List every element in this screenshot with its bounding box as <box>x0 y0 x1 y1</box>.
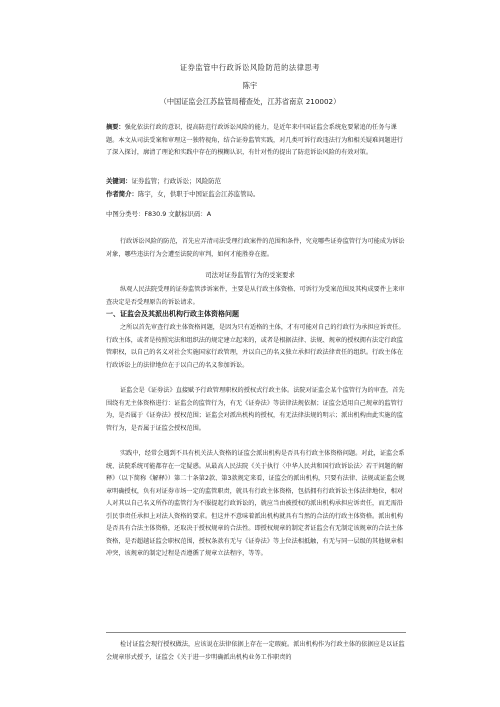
paragraph-5: 检讨证监会现行授权做法，应该说在法律依据上存在一定瑕疵。派出机构作为行政主体的依据应是以证监会规章形式授予，证监会《关于进一步明确派出机构业务工作职责的 <box>106 641 405 661</box>
section-heading-1: 一、证监会及其派出机构行政主体资格问题 <box>106 310 239 318</box>
paper-title: 证券监管中行政诉讼风险防范的法律思考 <box>179 63 321 72</box>
intro-paragraph: 行政诉讼风险的防范，首先应弄清司法受理行政案件的范围和条件，究竟哪些证券监管行为可能成为诉讼对象，哪些违法行为会遭至法院的审判，如何才能胜券在握。 <box>106 238 405 258</box>
abstract-text: 强化依法行政的意识，提高防范行政诉讼风险的能力，是近年来中国证监会系统危要紧追的任务与课题。本文从司法受案和审理这一独特视角，结合证券监管实践，对几类可诉行政违法行为和相关疑难问题进行了深入探讨，廓清了理论和实践中存在的模糊认识，有针对性的提出了防范诉讼风险的有效对策。 <box>106 124 403 156</box>
author-intro-label: 作者简介： <box>106 190 138 198</box>
divider <box>106 632 406 633</box>
classification-code: 中图分类号：F830.9 文献标识码：A <box>106 210 212 218</box>
paragraph-3: 证监会是《证券法》直接赋予行政管理职权的授权式行政主体。法院对证监会某个监管行为的审查，首先围绕有无主体资格进行：证监会的监管行为，有无《证券法》等法律法规依据；证监会适用自己规章的监管行为，是否属于《证券法》授权范围；证监会对派出机构的授权，有无法律法规的明示；派出机构由此实施的监管行为，是否属于证监会授权范围。 <box>106 387 405 432</box>
author-intro <box>106 188 406 201</box>
paragraph-1: 纵观人民法院受理的证券监管涉诉案件，主要是从行政主体资格、可诉行为受案范围及其构成要件上来审查决定是否受理原告的诉讼请求。 <box>106 286 405 306</box>
abstract <box>106 122 406 160</box>
paragraph-2: 之所以首先审查行政主体资格问题，是因为只有适格的主体，才有可能对自己的行政行为承担应诉责任。行政主体，或者是按照宪法和组织法的规定建立起来的，或者是根据法律、法规、规章的授权拥有法定行政监管职权，以自己的名义对社会实施国家行政管理，并以自己的名义独立承担行政法律责任的组织。行政主体在行政诉讼上的法律地位在于以自己的名义参加诉讼。 <box>106 324 405 369</box>
paragraph-4: 实践中，经常会遇到不具有机关法人资格的证监会派出机构是否具有行政主体资格问题。对此，证监会系统、法院系统可能都存在一定疑惑。从最高人民法院《关于执行〈中华人民共和国行政诉讼法〉若干问题的解释》（以下简称《解释》）第二十条第2款、第3款规定来看，证监会的派出机构，只要有法律、法规或证监会规章明确授权，负有对证券市场一定的监管职责，就具有行政主体资格，包括拥有行政诉讼主体法律地位，相对人对其以自己名义所作的监管行为不服提起行政诉讼的，就应当由被授权的派出机构承担应诉责任，而无需沿引民事责任承担上对法人资格的要求。但这并不意味着派出机构就具有当然的合法的行政主体资格。派出机构是否具有合法主体资格，还取决于授权规章的合法性。即授权规章的制定者证监会有无制定该规章的合法主体资格，是否超越证监会职权范围，授权条款有无与《证券法》等上位法相抵触，有无与同一层级的其他规章相冲突，该规章的制定过程是否遵循了规章立法程序，等等。 <box>106 450 405 557</box>
author-affiliation: （中国证监会江苏监管局稽查处，江苏省南京 210002） <box>159 97 341 106</box>
keywords-text: 证券监管；行政诉讼；风险防范 <box>131 177 222 185</box>
author-intro-text: 陈宇，女，供职于中国证监会江苏监管局。 <box>137 190 260 198</box>
section-subtitle: 司法对证券监管行为的受案要求 <box>205 271 295 279</box>
keywords-label: 关键词： <box>106 177 132 185</box>
author-name: 陈宇 <box>242 81 258 90</box>
abstract-label: 摘要： <box>106 124 125 131</box>
keywords <box>106 175 406 188</box>
